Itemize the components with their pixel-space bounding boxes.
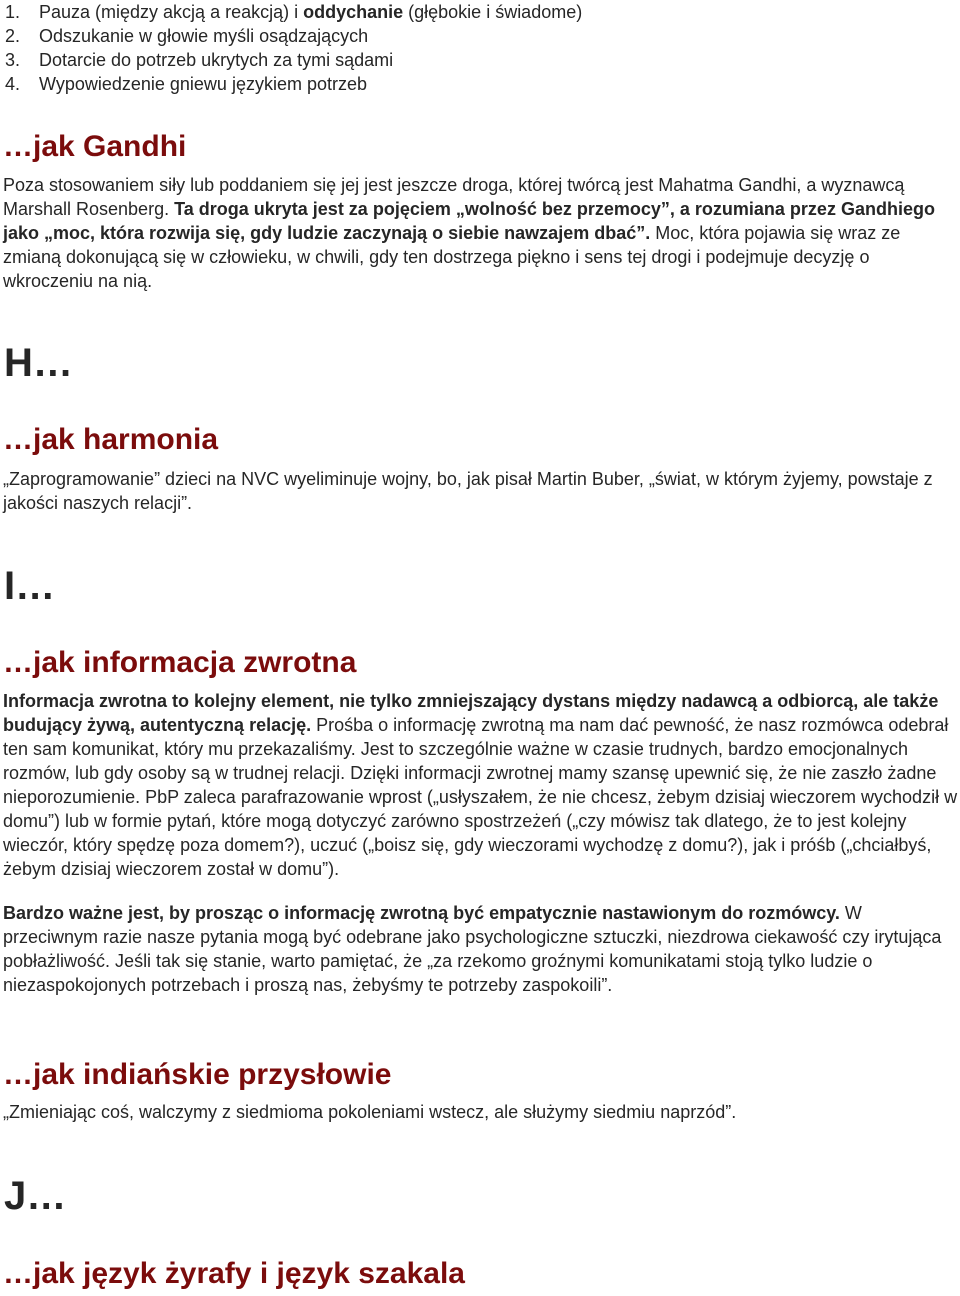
paragraph-informacja-2: Bardzo ważne jest, by prosząc o informację zwrotną być empatycznie nastawionym do rozmówcy. W przeciwnym razie nasze pytania mogą być odebrane jako psychologiczne sztuczki, niezdrowa ciekawość czy irytująca pobłażliwość. Jeśli tak się stanie, warto pamiętać, że „za rzekomo groźnymi komunikatami stoją tylko ludzie o niezaspokojonych potrzebach i proszą nas, żebyśmy te potrzeby zaspokoili”. [3, 903, 942, 995]
section-heading-informacja: …jak informacja zwrotna [3, 646, 357, 679]
bold-term: oddychanie [303, 2, 404, 22]
list-number: 2. [5, 26, 21, 46]
paragraph-harmonia: „Zaprogramowanie” dzieci na NVC wyeliminuje wojny, bo, jak pisał Martin Buber, „świat, w którym żyjemy, powstaje z jakości naszych relacji”. [3, 469, 933, 513]
list-item: 3. Dotarcie do potrzeb ukrytych za tymi sądami [5, 50, 394, 70]
list-item: 2. Odszukanie w głowie myśli osądzających [5, 26, 369, 46]
list-item: 1. Pauza (między akcją a reakcją) i oddychanie (głębokie i świadome) [5, 2, 583, 22]
list-item: 4. Wypowiedzenie gniewu językiem potrzeb [5, 74, 367, 94]
letter-heading-h: H… [4, 341, 73, 385]
bold-text: Informacja zwrotna to kolejny element, nie tylko zmniejszający dystans między nadawcą a odbiorcą, ale także budujący żywą, autentyczną relację. [3, 691, 939, 735]
section-heading-gandhi: …jak Gandhi [3, 130, 187, 163]
bold-text: Bardzo ważne jest, by prosząc o informację zwrotną być empatycznie nastawionym do rozmówcy. [3, 903, 840, 923]
list-number: 4. [5, 74, 21, 94]
paragraph-przyslowie: „Zmieniając coś, walczymy z siedmioma pokoleniami wstecz, ale służymy siedmiu naprzód”. [3, 1102, 737, 1122]
paragraph-gandhi: Poza stosowaniem siły lub poddaniem się jej jest jeszcze droga, której twórcą jest Mahatma Gandhi, a wyznawcą Marshall Rosenberg. Ta droga ukryta jest za pojęciem „wolność bez przemocy”, a rozumiana przez Gandhiego jako „moc, która rozwija się, gdy ludzie zaczynają o siebie nawzajem dbać”. Moc, która pojawia się wraz ze zmianą dokonującą się w człowieku, w chwili, gdy ten dostrzega piękno i sens tej drogi i podejmuje decyzję o wkroczeniu na nią. [3, 175, 935, 291]
section-heading-zyrafa: …jak język żyrafy i język szakala [3, 1257, 465, 1290]
paragraph-informacja: Informacja zwrotna to kolejny element, nie tylko zmniejszający dystans między nadawcą a odbiorcą, ale także budujący żywą, autentyczną relację. Prośba o informację zwrotną ma nam dać pewność, że nasz rozmówca odebrał ten sam komunikat, który mu przekazaliśmy. Jest to szczególnie ważne w czasie trudnych, bardzo emocjonalnych rozmów, lub gdy osoby są w trudnej relacji. Dzięki informacji zwrotnej mamy szansę upewnić się, że nie zaszło żadne nieporozumienie. PbP zaleca parafrazowanie wprost („usłyszałem, że nie chcesz, żebym dzisiaj wieczorem wychodził w domu”) lub w formie pytań, które mogą dotyczyć zarówno spostrzeżeń („czy mówisz tak dlatego, że to jest kolejny wieczór, który spędzę poza domem?), uczuć („boisz się, gdy wieczorami wychodzę z domu?), jak i próśb („chciałbyś, żebym dzisiaj wieczorem został w domu”). [3, 691, 958, 879]
list-number: 3. [5, 50, 21, 70]
section-heading-harmonia: …jak harmonia [3, 423, 219, 456]
list-number: 1. [5, 2, 21, 22]
section-heading-przyslowie: …jak indiańskie przysłowie [3, 1058, 392, 1091]
bold-text: Ta droga ukryta jest za pojęciem „wolność bez przemocy”, a rozumiana przez Gandhiego jako „moc, która rozwija się, gdy ludzie zaczynają o siebie nawzajem dbać”. [3, 199, 935, 243]
letter-heading-j: J… [4, 1174, 67, 1218]
letter-heading-i: I… [4, 564, 56, 608]
